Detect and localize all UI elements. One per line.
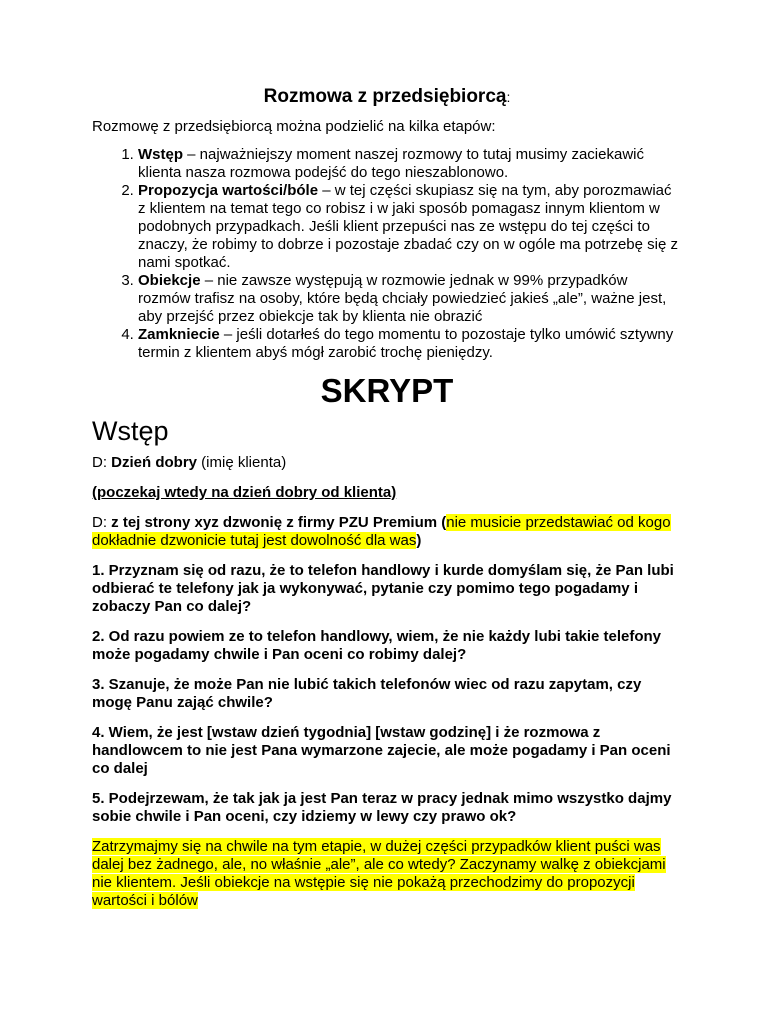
intro-paragraph: Rozmowę z przedsiębiorcą można podzielić na kilka etapów: <box>92 118 496 135</box>
option-paragraph-4: 4. Wiem, że jest [wstaw dzień tygodnia] [wstaw godzinę] i że rozmowa z handlowcem to nie jest Pana wymarzone zajecie, ale może pogadamy i Pan oceni co dalej <box>92 724 671 777</box>
intro-close: ) <box>416 532 422 549</box>
title-colon: : <box>506 89 511 105</box>
stages-list <box>92 146 682 362</box>
greeting-rest: (imię klienta) <box>197 454 287 471</box>
intro-highlight: nie musicie przedstawiać od kogo dokładnie dzwonicie tutaj jest dowolność dla was <box>92 514 671 549</box>
dialog-line-greeting <box>92 454 682 472</box>
option-paragraph-1: 1. Przyznam się od razu, że to telefon handlowy i kurde domyślam się, że Pan lubi odbierać te telefony jak ja wykonywać, pytanie czy pomimo tego pogadamy i zobaczy Pan co dalej? <box>92 562 674 615</box>
stage-item <box>138 146 682 182</box>
title-text: Rozmowa z przedsiębiorcą <box>263 86 507 107</box>
script-heading: SKRYPT <box>320 372 454 409</box>
final-note-highlight-b: Jeśli obiekcje na wstępie się nie pokażą przechodzimy do propozycji wartości i bólów <box>92 874 635 909</box>
stage-item <box>138 326 682 362</box>
stage-item <box>138 182 682 272</box>
stage-item <box>138 272 682 326</box>
speaker-prefix: D: <box>92 454 112 471</box>
wait-instruction: (poczekaj wtedy na dzień dobry od klienta) <box>92 484 397 501</box>
dialog-line-intro <box>92 514 682 550</box>
section-heading-wstep: Wstęp <box>92 416 169 446</box>
document-content <box>92 86 682 922</box>
final-note-highlight-a: Zatrzymajmy się na chwile na tym etapie, w dużej części przypadków klient puści was dalej bez żadnego, ale, no właśnie „ale”, ale co wtedy? Zaczynamy walkę z obiekcjami nie klientem. <box>92 838 666 891</box>
speaker-prefix: D: <box>92 514 112 531</box>
stage-term: Propozycja wartości/bóle <box>138 182 319 199</box>
stage-text: – w tej części skupiasz się na tym, aby porozmawiać z klientem na temat tego co robisz i w jaki sposób pomagasz innym klientom w podobnych przypadkach. Jeśli klient przepuści nas ze wstępu do tej części to znaczy, że robimy to dobrze i pozostaje zbadać czy on w ogóle ma potrzebę się z nami spotkać. <box>138 182 678 271</box>
stage-term: Wstęp <box>138 146 183 163</box>
document-title <box>92 86 682 108</box>
stage-term: Zamkniecie <box>138 326 220 343</box>
final-note <box>92 838 682 910</box>
stage-text: – najważniejszy moment naszej rozmowy to tutaj musimy zaciekawić klienta nasza rozmowa podejść do tego nieszablonowo. <box>138 146 644 181</box>
stage-text: – jeśli dotarłeś do tego momentu to pozostaje tylko umówić sztywny termin z klientem abyś mógł zarobić trochę pieniędzy. <box>138 326 674 361</box>
option-paragraph-3: 3. Szanuje, że może Pan nie lubić takich telefonów wiec od razu zapytam, czy mogę Panu zająć chwile? <box>92 676 642 711</box>
stage-text: – nie zawsze występują w rozmowie jednak w 99% przypadków rozmów trafisz na osoby, które będą chciały powiedzieć jakieś „ale”, ważne jest, aby przejść przez obiekcje tak by klienta nie obrazić <box>138 272 667 325</box>
option-paragraph-2: 2. Od razu powiem ze to telefon handlowy, wiem, że nie każdy lubi takie telefony może pogadamy chwile i Pan oceni co robimy dalej? <box>92 628 662 663</box>
intro-bold: z tej strony xyz dzwonię z firmy PZU Premium ( <box>111 514 447 531</box>
greeting-bold: Dzień dobry <box>111 454 198 471</box>
option-paragraph-5: 5. Podejrzewam, że tak jak ja jest Pan teraz w pracy jednak mimo wszystko dajmy sobie chwile i Pan oceni, czy idziemy w lewy czy prawo ok? <box>92 790 672 825</box>
stage-term: Obiekcje <box>138 272 201 289</box>
